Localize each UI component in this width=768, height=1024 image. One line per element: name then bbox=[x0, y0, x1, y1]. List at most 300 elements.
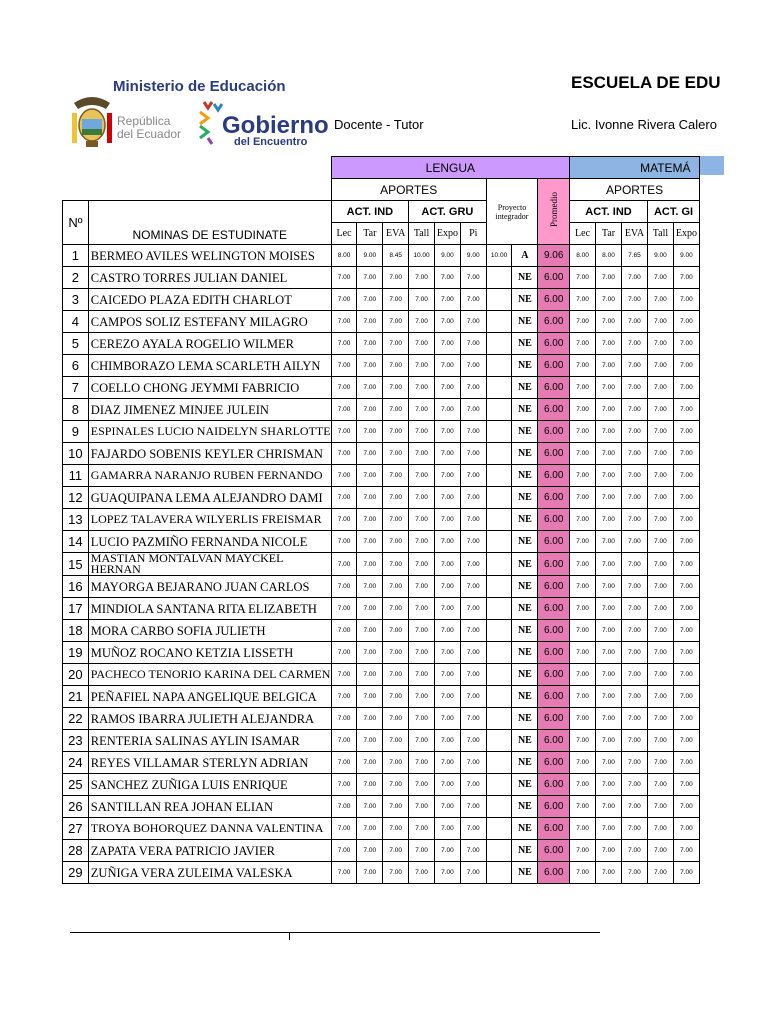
matematica-grade: 7.00 bbox=[596, 487, 622, 509]
student-name: SANCHEZ ZUÑIGA LUIS ENRIQUE bbox=[88, 774, 331, 796]
lengua-grade: 7.00 bbox=[460, 576, 486, 598]
matematica-grade: 7.00 bbox=[596, 465, 622, 487]
student-name: RENTERIA SALINAS AYLIN ISAMAR bbox=[88, 730, 331, 752]
student-number: 26 bbox=[63, 796, 89, 818]
qualitative-grade: NE bbox=[512, 730, 538, 752]
student-name: FAJARDO SOBENIS KEYLER CHRISMAN bbox=[88, 443, 331, 465]
lengua-grade: 7.00 bbox=[434, 818, 460, 840]
signature-line bbox=[70, 932, 600, 933]
qualitative-grade: NE bbox=[512, 862, 538, 884]
matematica-grade: 7.00 bbox=[596, 333, 622, 355]
student-number: 4 bbox=[63, 311, 89, 333]
lengua-grade: 7.00 bbox=[460, 642, 486, 664]
lengua-grade: 7.00 bbox=[331, 664, 357, 686]
lengua-grade: 7.00 bbox=[383, 576, 409, 598]
student-name: GUAQUIPANA LEMA ALEJANDRO DAMI bbox=[88, 487, 331, 509]
qualitative-grade: NE bbox=[512, 509, 538, 531]
lengua-grade: 7.00 bbox=[383, 267, 409, 289]
matematica-grade: 7.00 bbox=[596, 862, 622, 884]
lengua-grade: 7.00 bbox=[434, 774, 460, 796]
promedio-value: 6.00 bbox=[538, 708, 570, 730]
lengua-grade: 7.00 bbox=[331, 598, 357, 620]
lengua-grade: 7.00 bbox=[331, 487, 357, 509]
proyecto-integrador-grade bbox=[486, 620, 512, 642]
lengua-grade: 7.00 bbox=[357, 289, 383, 311]
qualitative-grade: NE bbox=[512, 553, 538, 576]
promedio-value: 6.00 bbox=[538, 752, 570, 774]
student-number: 15 bbox=[63, 553, 89, 576]
lengua-grade: 7.00 bbox=[434, 289, 460, 311]
matematica-grade: 7.00 bbox=[570, 421, 596, 443]
matematica-grade: 7.00 bbox=[570, 862, 596, 884]
matematica-grade: 7.00 bbox=[570, 576, 596, 598]
matematica-grade: 7.00 bbox=[596, 664, 622, 686]
matematica-grade: 7.00 bbox=[673, 664, 699, 686]
matematica-grade: 7.00 bbox=[621, 333, 647, 355]
student-name: BERMEO AVILES WELINGTON MOISES bbox=[88, 245, 331, 267]
lengua-grade: 7.00 bbox=[460, 686, 486, 708]
names-column-header: NOMINAS DE ESTUDINATE bbox=[88, 201, 331, 245]
lengua-grade: 7.00 bbox=[331, 311, 357, 333]
matematica-grade: 7.00 bbox=[673, 443, 699, 465]
lengua-grade: 10.00 bbox=[409, 245, 435, 267]
lengua-grade: 7.00 bbox=[409, 377, 435, 399]
proyecto-integrador-grade bbox=[486, 708, 512, 730]
lengua-header: LENGUA bbox=[331, 157, 569, 179]
matematica-grade: 7.00 bbox=[673, 730, 699, 752]
matematica-grade: 7.00 bbox=[596, 598, 622, 620]
student-name: MASTIAN MONTALVAN MAYCKEL HERNAN bbox=[88, 553, 331, 576]
lengua-grade: 7.00 bbox=[383, 509, 409, 531]
student-name: CAICEDO PLAZA EDITH CHARLOT bbox=[88, 289, 331, 311]
promedio-value: 6.00 bbox=[538, 465, 570, 487]
lengua-grade: 7.00 bbox=[409, 333, 435, 355]
proyecto-integrador-grade bbox=[486, 730, 512, 752]
matematica-grade: 7.00 bbox=[621, 267, 647, 289]
matematica-grade: 7.00 bbox=[647, 840, 673, 862]
lengua-col-pi: Pi bbox=[460, 223, 486, 245]
matematica-grade: 8.00 bbox=[570, 245, 596, 267]
matematica-grade: 7.00 bbox=[647, 465, 673, 487]
matematica-grade: 7.00 bbox=[673, 642, 699, 664]
qualitative-grade: NE bbox=[512, 708, 538, 730]
lengua-grade: 7.00 bbox=[460, 509, 486, 531]
lengua-grade: 7.00 bbox=[331, 862, 357, 884]
student-row bbox=[63, 289, 700, 311]
matematica-grade: 7.00 bbox=[621, 796, 647, 818]
lengua-grade: 7.00 bbox=[383, 355, 409, 377]
student-number: 5 bbox=[63, 333, 89, 355]
matematica-grade: 7.00 bbox=[647, 289, 673, 311]
header-spacer-2 bbox=[63, 179, 332, 201]
lengua-grade: 7.00 bbox=[357, 620, 383, 642]
matematica-grade: 7.00 bbox=[673, 862, 699, 884]
lengua-grade: 7.00 bbox=[460, 531, 486, 553]
matematica-grade: 7.00 bbox=[673, 289, 699, 311]
lengua-grade: 7.00 bbox=[383, 377, 409, 399]
student-row bbox=[63, 311, 700, 333]
matematica-grade: 7.00 bbox=[596, 377, 622, 399]
matematica-grade: 7.00 bbox=[647, 443, 673, 465]
promedio-value: 6.00 bbox=[538, 686, 570, 708]
republic-label bbox=[117, 115, 181, 141]
proyecto-integrador-grade bbox=[486, 796, 512, 818]
lengua-grade: 7.00 bbox=[460, 598, 486, 620]
matematica-grade: 7.00 bbox=[596, 642, 622, 664]
qualitative-grade: NE bbox=[512, 774, 538, 796]
qualitative-grade: NE bbox=[512, 333, 538, 355]
student-row bbox=[63, 598, 700, 620]
lengua-grade: 7.00 bbox=[409, 730, 435, 752]
lengua-grade: 7.00 bbox=[460, 421, 486, 443]
lengua-grade: 7.00 bbox=[409, 487, 435, 509]
lengua-grade: 7.00 bbox=[409, 355, 435, 377]
lengua-grade: 7.00 bbox=[460, 752, 486, 774]
lengua-grade: 7.00 bbox=[383, 598, 409, 620]
matematica-grade: 7.00 bbox=[596, 796, 622, 818]
matematica-grade: 7.00 bbox=[596, 399, 622, 421]
lengua-grade: 7.00 bbox=[434, 708, 460, 730]
lengua-grade: 7.00 bbox=[357, 818, 383, 840]
student-row bbox=[63, 576, 700, 598]
matematica-grade: 7.00 bbox=[647, 377, 673, 399]
promedio-value: 6.00 bbox=[538, 487, 570, 509]
lengua-grade: 7.00 bbox=[331, 509, 357, 531]
matematica-grade: 7.00 bbox=[570, 553, 596, 576]
matematica-header: MATEMÁ bbox=[570, 157, 700, 179]
matematica-grade: 7.00 bbox=[621, 576, 647, 598]
student-name: GAMARRA NARANJO RUBEN FERNANDO bbox=[88, 465, 331, 487]
matematica-grade: 7.00 bbox=[621, 642, 647, 664]
lengua-grade: 7.00 bbox=[383, 862, 409, 884]
matematica-grade: 7.00 bbox=[647, 862, 673, 884]
matematica-grade: 7.00 bbox=[570, 598, 596, 620]
student-name: DIAZ JIMENEZ MINJEE JULEIN bbox=[88, 399, 331, 421]
matematica-aportes-header: APORTES bbox=[570, 179, 700, 201]
lengua-grade: 7.00 bbox=[331, 708, 357, 730]
matematica-grade: 7.00 bbox=[673, 598, 699, 620]
matematica-grade: 7.00 bbox=[596, 553, 622, 576]
matematica-col-tall: Tall bbox=[647, 223, 673, 245]
lengua-grade: 7.00 bbox=[357, 311, 383, 333]
lengua-col-expo: Expo bbox=[434, 223, 460, 245]
matematica-grade: 7.00 bbox=[570, 355, 596, 377]
matematica-grade: 7.00 bbox=[621, 355, 647, 377]
lengua-col-tall: Tall bbox=[409, 223, 435, 245]
lengua-grade: 7.00 bbox=[409, 509, 435, 531]
lengua-grade: 7.00 bbox=[460, 862, 486, 884]
matematica-grade: 7.00 bbox=[621, 465, 647, 487]
matematica-grade: 7.00 bbox=[596, 686, 622, 708]
student-number: 19 bbox=[63, 642, 89, 664]
matematica-grade: 7.00 bbox=[570, 796, 596, 818]
lengua-grade: 7.00 bbox=[409, 289, 435, 311]
matematica-grade: 8.00 bbox=[596, 245, 622, 267]
matematica-grade: 7.00 bbox=[621, 443, 647, 465]
lengua-grade: 7.00 bbox=[434, 730, 460, 752]
matematica-grade: 7.00 bbox=[673, 355, 699, 377]
lengua-grade: 7.00 bbox=[409, 708, 435, 730]
lengua-grade: 7.00 bbox=[357, 686, 383, 708]
proyecto-integrador-grade bbox=[486, 818, 512, 840]
lengua-grade: 7.00 bbox=[383, 730, 409, 752]
qualitative-grade: NE bbox=[512, 840, 538, 862]
matematica-grade: 7.00 bbox=[647, 509, 673, 531]
lengua-grade: 7.00 bbox=[460, 730, 486, 752]
promedio-value: 6.00 bbox=[538, 796, 570, 818]
lengua-grade: 7.00 bbox=[409, 796, 435, 818]
student-row bbox=[63, 620, 700, 642]
lengua-grade: 7.00 bbox=[331, 377, 357, 399]
lengua-grade: 7.00 bbox=[357, 664, 383, 686]
lengua-grade: 7.00 bbox=[434, 664, 460, 686]
matematica-grade: 7.00 bbox=[570, 267, 596, 289]
lengua-grade: 7.00 bbox=[434, 862, 460, 884]
student-row bbox=[63, 333, 700, 355]
lengua-grade: 7.00 bbox=[331, 531, 357, 553]
lengua-grade: 7.00 bbox=[357, 708, 383, 730]
promedio-value: 6.00 bbox=[538, 421, 570, 443]
lengua-col-lec: Lec bbox=[331, 223, 357, 245]
student-name: SANTILLAN REA JOHAN ELIAN bbox=[88, 796, 331, 818]
matematica-grade: 7.00 bbox=[621, 377, 647, 399]
matematica-grade: 7.00 bbox=[621, 818, 647, 840]
matematica-grade: 7.00 bbox=[673, 333, 699, 355]
matematica-grade: 7.00 bbox=[570, 620, 596, 642]
lengua-grade: 7.00 bbox=[434, 553, 460, 576]
lengua-grade: 7.00 bbox=[460, 818, 486, 840]
lengua-grade: 7.00 bbox=[383, 531, 409, 553]
student-number: 13 bbox=[63, 509, 89, 531]
lengua-grade: 7.00 bbox=[409, 531, 435, 553]
matematica-grade: 7.00 bbox=[621, 664, 647, 686]
matematica-grade: 7.00 bbox=[673, 752, 699, 774]
student-name: ZAPATA VERA PATRICIO JAVIER bbox=[88, 840, 331, 862]
lengua-grade: 7.00 bbox=[357, 443, 383, 465]
student-number: 9 bbox=[63, 421, 89, 443]
matematica-grade: 7.00 bbox=[673, 399, 699, 421]
lengua-grade: 7.00 bbox=[434, 399, 460, 421]
student-number: 14 bbox=[63, 531, 89, 553]
lengua-grade: 7.00 bbox=[331, 576, 357, 598]
lengua-grade: 7.00 bbox=[357, 862, 383, 884]
promedio-value: 6.00 bbox=[538, 443, 570, 465]
lengua-grade: 7.00 bbox=[331, 333, 357, 355]
matematica-grade: 7.00 bbox=[673, 267, 699, 289]
matematica-grade: 7.00 bbox=[673, 686, 699, 708]
promedio-value: 6.00 bbox=[538, 553, 570, 576]
qualitative-grade: NE bbox=[512, 531, 538, 553]
matematica-grade: 7.00 bbox=[673, 487, 699, 509]
promedio-value: 6.00 bbox=[538, 377, 570, 399]
lengua-grade: 7.00 bbox=[460, 333, 486, 355]
student-number: 6 bbox=[63, 355, 89, 377]
lengua-grade: 7.00 bbox=[460, 465, 486, 487]
lengua-grade: 7.00 bbox=[434, 267, 460, 289]
promedio-value: 6.00 bbox=[538, 620, 570, 642]
matematica-grade: 7.00 bbox=[570, 289, 596, 311]
student-number: 7 bbox=[63, 377, 89, 399]
lengua-grade: 7.00 bbox=[383, 487, 409, 509]
qualitative-grade: NE bbox=[512, 289, 538, 311]
promedio-value: 6.00 bbox=[538, 862, 570, 884]
matematica-grade: 7.00 bbox=[673, 377, 699, 399]
promedio-value: 6.00 bbox=[538, 267, 570, 289]
matematica-grade: 7.00 bbox=[647, 553, 673, 576]
student-number: 11 bbox=[63, 465, 89, 487]
matematica-grade: 7.00 bbox=[621, 862, 647, 884]
promedio-value: 9.06 bbox=[538, 245, 570, 267]
lengua-grade: 7.00 bbox=[383, 840, 409, 862]
promedio-value: 6.00 bbox=[538, 399, 570, 421]
matematica-grade: 7.00 bbox=[596, 818, 622, 840]
proyecto-integrador-grade bbox=[486, 664, 512, 686]
lengua-grade: 7.00 bbox=[331, 553, 357, 576]
student-number: 17 bbox=[63, 598, 89, 620]
matematica-col-expo: Expo bbox=[673, 223, 699, 245]
matematica-grade: 7.00 bbox=[570, 443, 596, 465]
student-name: LOPEZ TALAVERA WILYERLIS FREISMAR bbox=[88, 509, 331, 531]
student-row bbox=[63, 531, 700, 553]
promedio-value: 6.00 bbox=[538, 333, 570, 355]
qualitative-grade: NE bbox=[512, 399, 538, 421]
matematica-grade: 7.00 bbox=[570, 377, 596, 399]
student-number: 1 bbox=[63, 245, 89, 267]
lengua-col-eva: EVA bbox=[383, 223, 409, 245]
matematica-grade: 7.65 bbox=[621, 245, 647, 267]
matematica-grade: 7.00 bbox=[673, 531, 699, 553]
lengua-grade: 7.00 bbox=[460, 620, 486, 642]
lengua-grade: 7.00 bbox=[434, 686, 460, 708]
lengua-grade: 7.00 bbox=[460, 840, 486, 862]
lengua-grade: 7.00 bbox=[357, 598, 383, 620]
student-row bbox=[63, 553, 700, 576]
matematica-grade: 7.00 bbox=[621, 840, 647, 862]
student-row bbox=[63, 465, 700, 487]
student-name: CHIMBORAZO LEMA SCARLETH AILYN bbox=[88, 355, 331, 377]
lengua-grade: 7.00 bbox=[357, 487, 383, 509]
student-number: 18 bbox=[63, 620, 89, 642]
matematica-grade: 9.00 bbox=[673, 245, 699, 267]
qualitative-grade: NE bbox=[512, 487, 538, 509]
lengua-grade: 7.00 bbox=[357, 752, 383, 774]
promedio-label: Promedio bbox=[548, 191, 559, 227]
lengua-grade: 7.00 bbox=[383, 443, 409, 465]
student-name: COELLO CHONG JEYMMI FABRICIO bbox=[88, 377, 331, 399]
lengua-grade: 7.00 bbox=[460, 774, 486, 796]
lengua-grade: 7.00 bbox=[383, 289, 409, 311]
lengua-grade: 7.00 bbox=[409, 267, 435, 289]
matematica-grade: 7.00 bbox=[621, 686, 647, 708]
proyecto-integrador-grade bbox=[486, 752, 512, 774]
lengua-col-tar: Tar bbox=[357, 223, 383, 245]
matematica-grade: 7.00 bbox=[673, 509, 699, 531]
proyecto-integrador-grade bbox=[486, 443, 512, 465]
student-name: MORA CARBO SOFIA JULIETH bbox=[88, 620, 331, 642]
qualitative-grade: NE bbox=[512, 311, 538, 333]
lengua-grade: 7.00 bbox=[331, 752, 357, 774]
qualitative-grade: NE bbox=[512, 576, 538, 598]
matematica-grade: 7.00 bbox=[621, 774, 647, 796]
lengua-grade: 7.00 bbox=[460, 311, 486, 333]
matematica-grade: 7.00 bbox=[673, 840, 699, 862]
lengua-grade: 7.00 bbox=[331, 267, 357, 289]
lengua-grade: 9.00 bbox=[357, 245, 383, 267]
proyecto-integrador-grade bbox=[486, 576, 512, 598]
student-number: 23 bbox=[63, 730, 89, 752]
lengua-grade: 7.00 bbox=[460, 355, 486, 377]
lengua-grade: 7.00 bbox=[460, 553, 486, 576]
student-row bbox=[63, 752, 700, 774]
matematica-grade: 7.00 bbox=[596, 509, 622, 531]
student-number: 21 bbox=[63, 686, 89, 708]
matematica-grade: 7.00 bbox=[647, 333, 673, 355]
matematica-grade: 7.00 bbox=[570, 774, 596, 796]
promedio-value: 6.00 bbox=[538, 818, 570, 840]
lengua-grade: 7.00 bbox=[460, 399, 486, 421]
matematica-header-overflow bbox=[700, 156, 724, 175]
lengua-grade: 7.00 bbox=[331, 355, 357, 377]
matematica-grade: 7.00 bbox=[647, 267, 673, 289]
promedio-value: 6.00 bbox=[538, 576, 570, 598]
matematica-grade: 7.00 bbox=[673, 774, 699, 796]
lengua-grade: 7.00 bbox=[409, 620, 435, 642]
lengua-grade: 7.00 bbox=[460, 377, 486, 399]
matematica-grade: 7.00 bbox=[647, 421, 673, 443]
lengua-grade: 7.00 bbox=[331, 620, 357, 642]
matematica-act-ind-header: ACT. IND bbox=[570, 201, 648, 223]
matematica-grade: 7.00 bbox=[570, 487, 596, 509]
lengua-grade: 7.00 bbox=[460, 487, 486, 509]
lengua-grade: 7.00 bbox=[434, 421, 460, 443]
lengua-grade: 7.00 bbox=[357, 377, 383, 399]
lengua-grade: 7.00 bbox=[357, 399, 383, 421]
student-number: 12 bbox=[63, 487, 89, 509]
matematica-grade: 7.00 bbox=[647, 730, 673, 752]
tutor-name: Lic. Ivonne Rivera Calero bbox=[571, 117, 717, 132]
qualitative-grade: NE bbox=[512, 752, 538, 774]
matematica-grade: 7.00 bbox=[647, 642, 673, 664]
lengua-grade: 7.00 bbox=[383, 333, 409, 355]
matematica-grade: 7.00 bbox=[570, 730, 596, 752]
lengua-act-gru-header: ACT. GRU bbox=[409, 201, 487, 223]
lengua-grade: 7.00 bbox=[434, 620, 460, 642]
lengua-grade: 9.00 bbox=[434, 245, 460, 267]
lengua-grade: 7.00 bbox=[331, 465, 357, 487]
matematica-grade: 7.00 bbox=[570, 509, 596, 531]
lengua-grade: 7.00 bbox=[383, 686, 409, 708]
encuentro-logo-text: del Encuentro bbox=[234, 136, 308, 148]
proyecto-integrador-grade bbox=[486, 509, 512, 531]
lengua-grade: 7.00 bbox=[460, 289, 486, 311]
lengua-grade: 7.00 bbox=[460, 796, 486, 818]
lengua-grade: 7.00 bbox=[409, 642, 435, 664]
matematica-grade: 7.00 bbox=[621, 311, 647, 333]
matematica-grade: 7.00 bbox=[621, 487, 647, 509]
lengua-grade: 7.00 bbox=[434, 576, 460, 598]
student-number: 3 bbox=[63, 289, 89, 311]
student-row bbox=[63, 774, 700, 796]
lengua-grade: 7.00 bbox=[434, 531, 460, 553]
docente-label: Docente - Tutor bbox=[334, 117, 424, 132]
lengua-grade: 7.00 bbox=[331, 399, 357, 421]
lengua-grade: 7.00 bbox=[331, 730, 357, 752]
student-name: REYES VILLAMAR STERLYN ADRIAN bbox=[88, 752, 331, 774]
proyecto-integrador-grade bbox=[486, 355, 512, 377]
matematica-grade: 7.00 bbox=[673, 576, 699, 598]
student-row bbox=[63, 399, 700, 421]
student-number: 22 bbox=[63, 708, 89, 730]
